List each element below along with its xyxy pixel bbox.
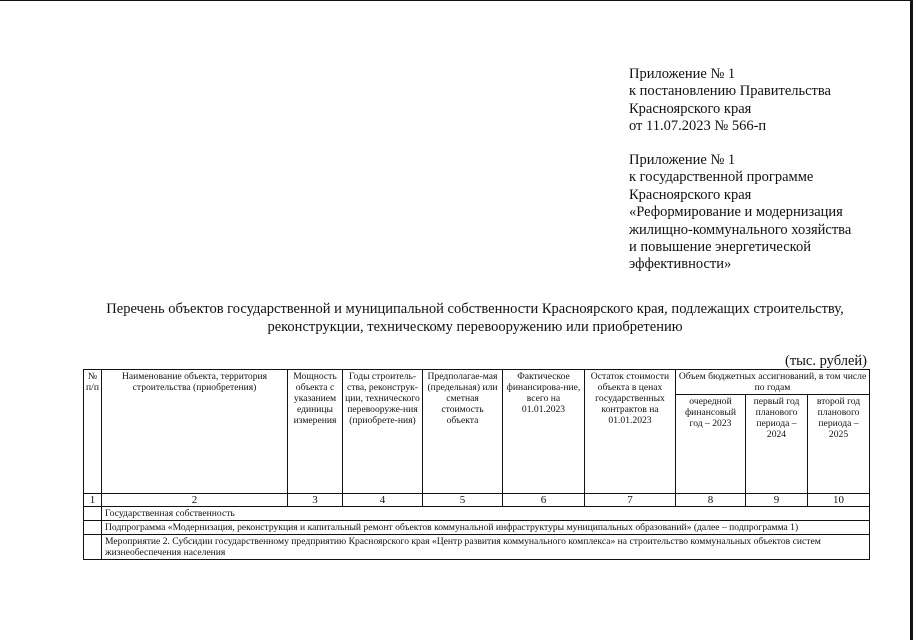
page-top-edge <box>0 0 913 1</box>
column-number: 6 <box>503 494 585 507</box>
column-number: 9 <box>746 494 808 507</box>
column-number: 10 <box>808 494 870 507</box>
document-title-line1: Перечень объектов государственной и муниципальной собственности Красноярского края, подлежащих строительству, <box>106 301 844 317</box>
header-year-2025: второй год планового периода – 2025 <box>808 395 870 494</box>
table-column-numbers-row <box>84 494 870 507</box>
appendix1-line: Приложение № 1 <box>629 66 736 82</box>
header-number: № п/п <box>84 370 102 494</box>
header-year-2024: первый год планового периода – 2024 <box>746 395 808 494</box>
appendix1-line: от 11.07.2023 № 566-п <box>629 118 767 135</box>
column-number: 5 <box>423 494 503 507</box>
appendix2-line: «Реформирование и модернизация <box>629 204 843 221</box>
appendix-state-program <box>629 152 851 274</box>
appendix2-line: Приложение № 1 <box>629 152 736 168</box>
appendix1-line: Красноярского края <box>629 100 752 117</box>
header-construction-years: Годы строитель-ства, реконструк-ции, технического перевооруже-ния (приобрете-ния) <box>343 370 423 494</box>
column-number: 4 <box>343 494 423 507</box>
table-header-row <box>84 370 870 395</box>
header-remaining-cost: Остаток стоимости объекта в ценах государственных контрактов на 01.01.2023 <box>585 370 676 494</box>
table-row <box>84 507 870 521</box>
header-actual-financing: Фактическое финансирова-ние, всего на 01.01.2023 <box>503 370 585 494</box>
objects-table <box>83 369 870 560</box>
units-label: (тыс. рублей) <box>785 353 867 369</box>
table-row <box>84 521 870 535</box>
row-state-property: Государственная собственность <box>102 507 870 521</box>
document-title-line2: реконструкции, техническому перевооружению или приобретению <box>267 319 683 335</box>
appendix2-line: Красноярского края <box>629 186 752 203</box>
appendix2-line: к государственной программе <box>629 169 814 186</box>
column-number: 1 <box>84 494 102 507</box>
row-measure-2: Мероприятие 2. Субсидии государственному предприятию Красноярского края «Центр развития коммунального комплекса» на строительство коммунальных объектов систем жизнеобеспечения населения <box>102 535 870 560</box>
header-capacity: Мощность объекта с указанием единицы измерения <box>288 370 343 494</box>
row-number-cell <box>84 507 102 521</box>
appendix2-line: и повышение энергетической <box>629 239 811 256</box>
header-budget-group: Объем бюджетных ассигнований, в том числе по годам <box>676 370 870 395</box>
header-year-2023: очередной финансовый год – 2023 <box>676 395 746 494</box>
table-row <box>84 535 870 560</box>
column-number: 3 <box>288 494 343 507</box>
header-object-name: Наименование объекта, территория строительства (приобретения) <box>102 370 288 494</box>
column-number: 2 <box>102 494 288 507</box>
appendix2-line: жилищно-коммунального хозяйства <box>629 221 852 238</box>
row-number-cell <box>84 521 102 535</box>
row-number-cell <box>84 535 102 560</box>
column-number: 8 <box>676 494 746 507</box>
header-estimated-cost: Предполагае-мая (предельная) или сметная стоимость объекта <box>423 370 503 494</box>
document-title <box>60 300 890 336</box>
appendix1-line: к постановлению Правительства <box>629 83 831 100</box>
appendix-government-decree <box>629 66 831 136</box>
column-number: 7 <box>585 494 676 507</box>
row-subprogram-1: Подпрограмма «Модернизация, реконструкция и капитальный ремонт объектов коммунальной инфраструктуры муниципальных образований» (далее – подпрограмма 1) <box>102 521 870 535</box>
appendix2-line: эффективности» <box>629 256 732 273</box>
